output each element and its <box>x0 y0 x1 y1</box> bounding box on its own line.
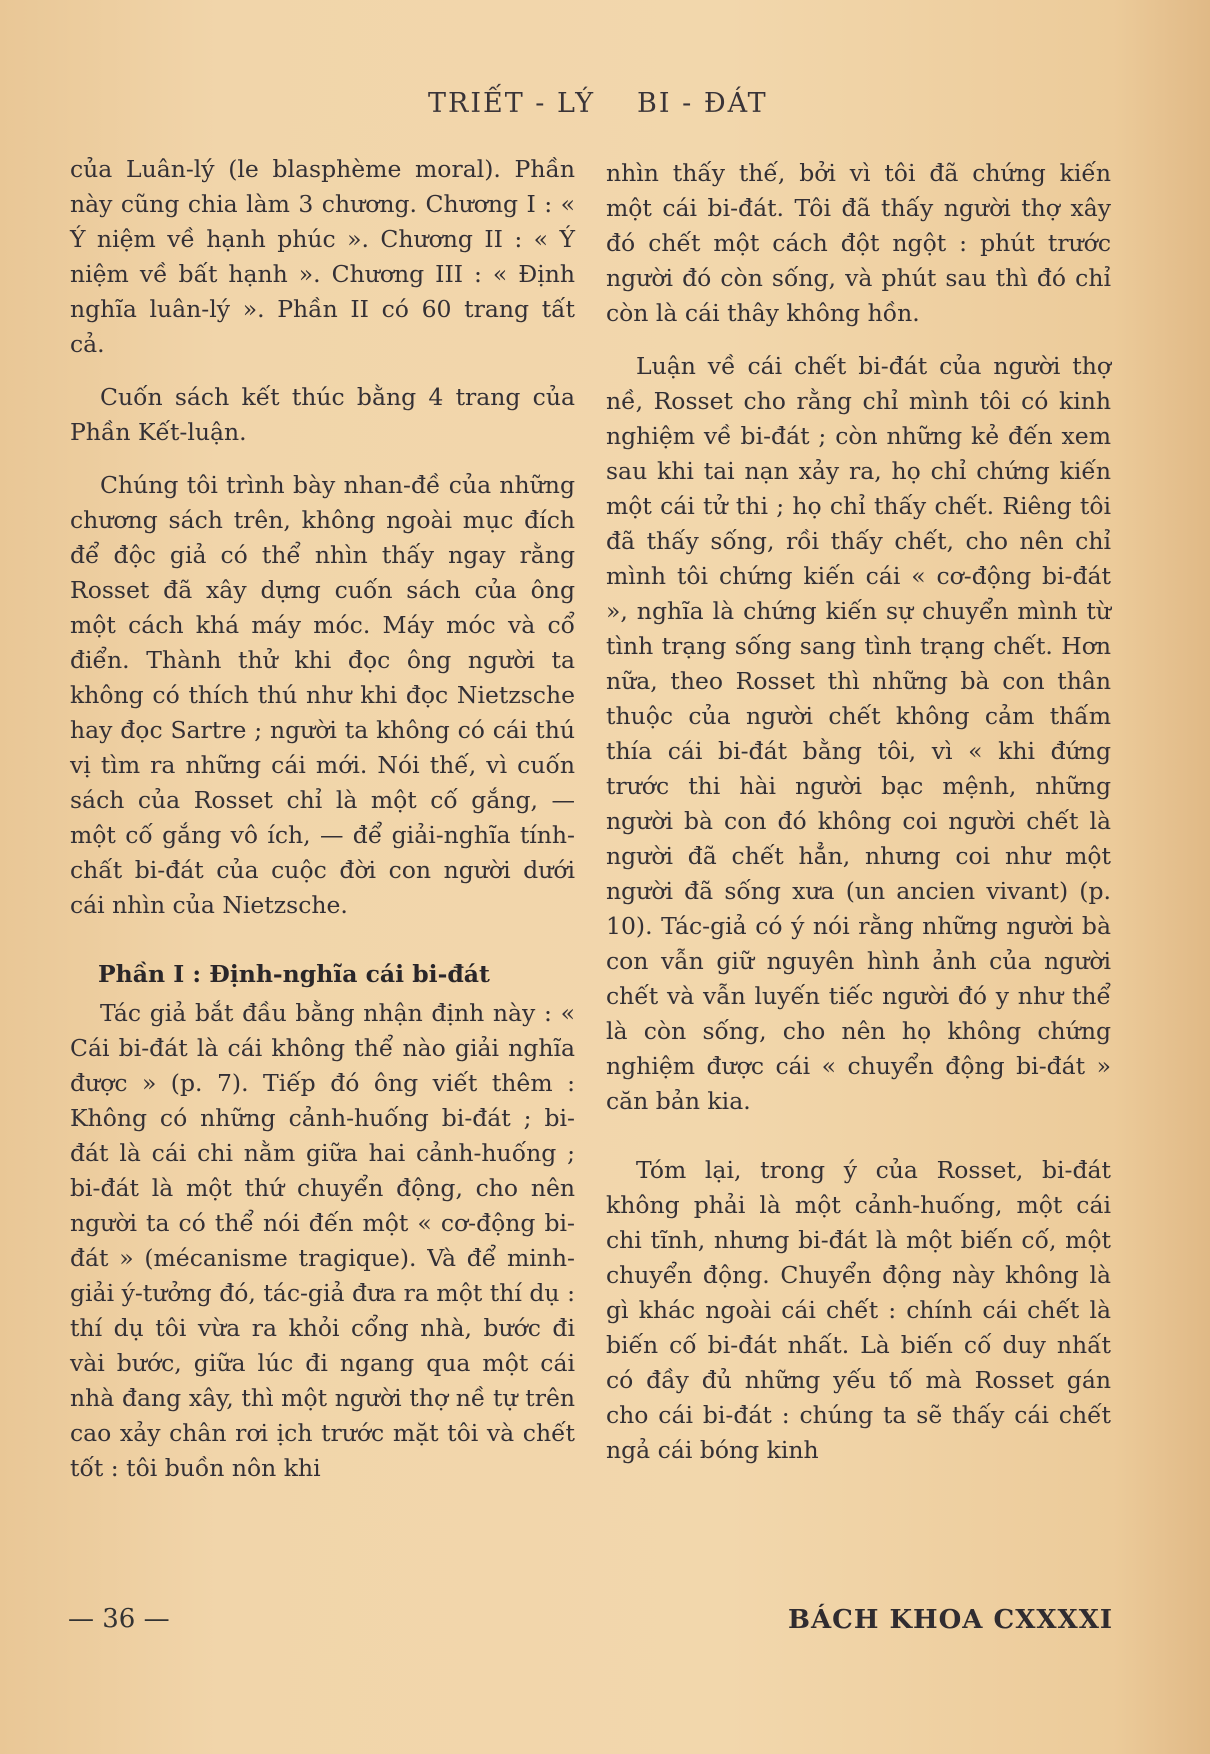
header-title-part1: TRIẾT - LÝ <box>428 88 596 119</box>
paragraph: Tóm lại, trong ý của Rosset, bi-đát không phải là một cảnh-huống, một cái chi tĩnh, nhưng bi-đát là một biến cố, một chuyển động. Chuyển động này không là gì khác ngoài cái chết : chính cái chết là biến cố bi-đát nhất. Là biến cố duy nhất có đầy đủ những yếu tố mà Rosset gán cho cái bi-đát : chúng ta sẽ thấy cái chết ngả cái bóng kinh <box>606 1156 1111 1464</box>
right-column <box>606 156 1111 1486</box>
paragraph: của Luân-lý (le blasphème moral). Phần này cũng chia làm 3 chương. Chương I : « Ý niệm về hạnh phúc ». Chương II : « Ý niệm về bất hạnh ». Chương III : « Định nghĩa luân-lý ». Phần II có 60 trang tất cả. <box>70 155 575 358</box>
magazine-name: BÁCH KHOA CXXXXI <box>788 1605 1114 1635</box>
paragraph: Luận về cái chết bi-đát của người thợ nề, Rosset cho rằng chỉ mình tôi có kinh nghiệm về bi-đát ; còn những kẻ đến xem sau khi tai nạn xảy ra, họ chỉ chứng kiến một cái tử thi ; họ chỉ thấy chết. Riêng tôi đã thấy sống, rồi thấy chết, cho nên chỉ mình tôi chứng kiến cái « cơ-động bi-đát », nghĩa là chứng kiến sự chuyển mình từ tình trạng sống sang tình trạng chết. Hơn nữa, theo Rosset thì những bà con thân thuộc của người chết không cảm thấm thía cái bi-đát bằng tôi, vì « khi đứng trước thi hài người bạc mệnh, những người bà con đó không coi người chết là người đã chết hẳn, nhưng coi như một người đã sống xưa (un ancien vivant) (p. 10). Tác-giả có ý nói rằng những người bà con vẫn giữ nguyên hình ảnh của người chết và vẫn luyến tiếc người đó y như thể là còn sống, cho nên họ không chứng nghiệm được cái « chuyển động bi-đát » căn bản kia. <box>606 352 1111 1115</box>
running-header <box>428 88 768 119</box>
paragraph: Chúng tôi trình bày nhan-đề của những chương sách trên, không ngoài mục đích để độc giả có thể nhìn thấy ngay rằng Rosset đã xây dựng cuốn sách của ông một cách khá máy móc. Máy móc và cổ điển. Thành thử khi đọc ông người ta không có thích thú như khi đọc Nietzsche hay đọc Sartre ; người ta không có cái thú vị tìm ra những cái mới. Nói thế, vì cuốn sách của Rosset chỉ là một cố gắng, — một cố gắng vô ích, — để giải-nghĩa tính-chất bi-đát của cuộc đời con người dưới cái nhìn của Nietzsche. <box>70 471 575 919</box>
paragraph: nhìn thấy thế, bởi vì tôi đã chứng kiến một cái bi-đát. Tôi đã thấy người thợ xây đó chết một cách đột ngột : phút trước người đó còn sống, và phút sau thì đó chỉ còn là cái thây không hồn. <box>606 159 1111 327</box>
paragraph: Cuốn sách kết thúc bằng 4 trang của Phần Kết-luận. <box>70 383 575 446</box>
header-title-part2: BI - ĐÁT <box>637 88 768 119</box>
left-column <box>70 152 575 1504</box>
section-heading: Phần I : Định-nghĩa cái bi-đát <box>98 960 490 988</box>
paragraph: Tác giả bắt đầu bằng nhận định này : « Cái bi-đát là cái không thể nào giải nghĩa được » (p. 7). Tiếp đó ông viết thêm : Không có những cảnh-huống bi-đát ; bi-đát là cái chi nằm giữa hai cảnh-huống ; bi-đát là một thứ chuyển động, cho nên người ta có thể nói đến một « cơ-động bi-đát » (mécanisme tragique). Và để minh-giải ý-tưởng đó, tác-giả đưa ra một thí dụ : thí dụ tôi vừa ra khỏi cổng nhà, bước đi vài bước, giữa lúc đi ngang qua một cái nhà đang xây, thì một người thợ nề tự trên cao xảy chân rơi ịch trước mặt tôi và chết tốt : tôi buồn nôn khi <box>70 999 575 1482</box>
page-number: — 36 — <box>68 1604 170 1634</box>
